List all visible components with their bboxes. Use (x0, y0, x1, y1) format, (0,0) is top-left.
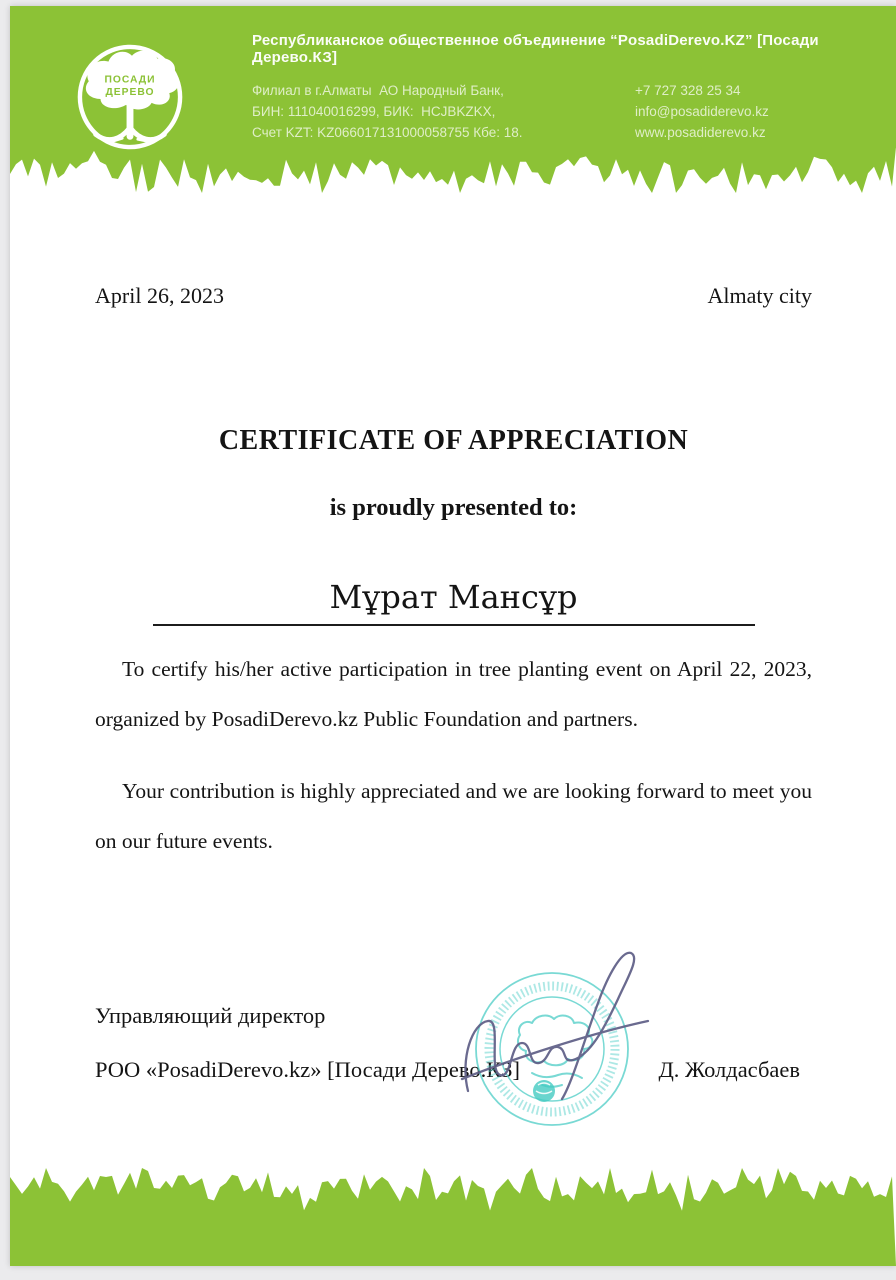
organization-seal-and-signature (432, 931, 672, 1171)
recipient-name: Мұрат Мансұр (329, 578, 578, 616)
signer-name: Д. Жолдасбаев (658, 1057, 800, 1082)
header-text-block (252, 32, 892, 143)
appreciation-paragraph: Your contribution is highly appreciated and we are looking forward to meet you on our future events. (95, 779, 812, 853)
date-city-row (95, 283, 812, 309)
header-banner (10, 6, 896, 148)
contact-details (635, 80, 769, 143)
email-address: info@posadiderevo.kz (635, 104, 769, 119)
round-stamp-icon (476, 973, 628, 1125)
bin-bik-line: БИН: 111040016299, БИК: HCJBKZKX, (252, 104, 496, 119)
recipient-underline (153, 624, 755, 626)
issue-date: April 26, 2023 (95, 283, 224, 308)
posadiderevo-logo-icon (75, 42, 185, 152)
logo-text-bottom: ДЕРЕВО (105, 87, 155, 99)
logo-text-top: ПОСАДИ (104, 74, 156, 86)
account-line: Счет KZT: KZ066017131000058755 Кбе: 18. (252, 125, 523, 140)
issue-city: Almaty city (707, 283, 812, 308)
signer-role: Управляющий директор (95, 1003, 326, 1028)
phone-number: +7 727 328 25 34 (635, 83, 741, 98)
certificate-page (10, 6, 896, 1266)
website-url: www.posadiderevo.kz (635, 125, 766, 140)
header-grass-border (10, 147, 896, 195)
certify-paragraph: To certify his/her active participation in tree planting event on April 22, 2023, organized by PosadiDerevo.kz Public Foundation and partners. (95, 657, 812, 731)
signature-block (95, 1001, 812, 1171)
certificate-body (10, 283, 896, 1171)
signer-organization: РОО «PosadiDerevo.kz» [Посади Дерево.КЗ] (95, 1057, 520, 1082)
organization-name: Республиканское общественное объединение “PosadiDerevo.KZ” [Посади Дерево.КЗ] (252, 32, 819, 66)
footer-grass-border (10, 1150, 896, 1266)
certificate-subtitle: is proudly presented to: (329, 494, 578, 521)
branch-line: Филиал в г.Алматы АО Народный Банк, (252, 83, 504, 98)
certificate-title: CERTIFICATE OF APPRECIATION (218, 425, 689, 456)
bank-details (252, 80, 635, 143)
